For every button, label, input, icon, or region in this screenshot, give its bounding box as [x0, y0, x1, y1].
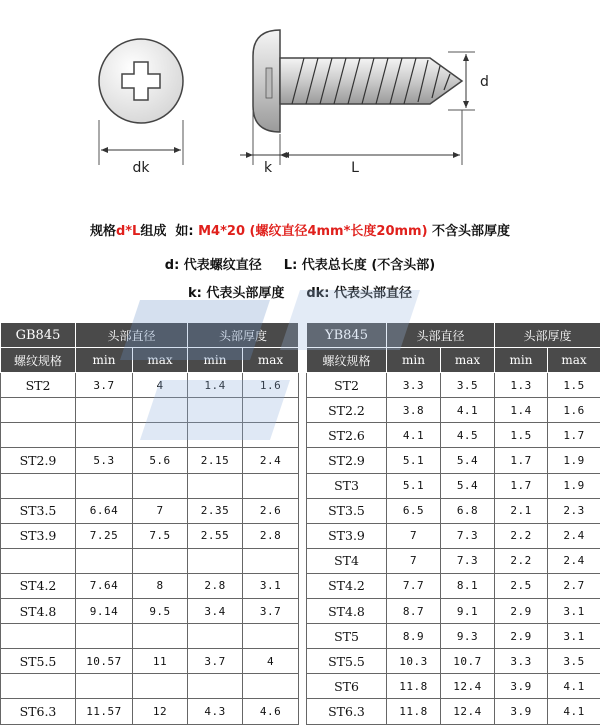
- table-row: [307, 548, 600, 573]
- table-row: [307, 398, 600, 423]
- table-row: [307, 373, 600, 398]
- value-cell: 2.4: [243, 448, 299, 473]
- table-row: [1, 674, 299, 699]
- value-cell: 5.3: [76, 448, 133, 473]
- value-cell: 9.3: [441, 624, 495, 649]
- value-cell: 8.9: [387, 624, 441, 649]
- table-row: [307, 599, 600, 624]
- screw-dimension-diagram: [0, 0, 600, 210]
- table-header-row: [307, 323, 600, 348]
- value-cell: [188, 624, 243, 649]
- value-cell: 3.1: [548, 599, 600, 624]
- yb845-spec-table: [306, 322, 600, 725]
- spec-prefix: 规格: [90, 224, 116, 239]
- value-cell: [188, 674, 243, 699]
- table-row: [1, 599, 299, 624]
- spec-column-header: 螺纹规格: [307, 348, 387, 373]
- value-cell: [243, 398, 299, 423]
- max-header: max: [548, 348, 600, 373]
- value-cell: 2.3: [548, 498, 600, 523]
- value-cell: 7.3: [441, 548, 495, 573]
- value-cell: 2.1: [495, 498, 548, 523]
- value-cell: 3.8: [387, 398, 441, 423]
- value-cell: 2.5: [495, 573, 548, 598]
- table-subheader-row: [1, 348, 299, 373]
- value-cell: 11.8: [387, 699, 441, 724]
- thread-spec-cell: ST4.8: [1, 599, 76, 624]
- table-row: [307, 523, 600, 548]
- value-cell: 2.55: [188, 523, 243, 548]
- value-cell: 2.7: [548, 573, 600, 598]
- table-row: [307, 624, 600, 649]
- value-cell: 9.1: [441, 599, 495, 624]
- value-cell: 3.5: [441, 373, 495, 398]
- thread-spec-cell: ST3.9: [307, 523, 387, 548]
- table-row: [307, 649, 600, 674]
- value-cell: 3.4: [188, 599, 243, 624]
- spec-column-header: 螺纹规格: [1, 348, 76, 373]
- value-cell: 10.3: [387, 649, 441, 674]
- value-cell: 9.5: [133, 599, 188, 624]
- value-cell: [133, 423, 188, 448]
- value-cell: 11: [133, 649, 188, 674]
- label-L: L: [351, 160, 359, 176]
- thread-spec-cell: [1, 624, 76, 649]
- thread-spec-cell: ST2.9: [307, 448, 387, 473]
- thread-spec-cell: [1, 423, 76, 448]
- spec-example: M4*20 (螺纹直径4mm*长度20mm): [198, 224, 427, 239]
- spec-suffix: 不含头部厚度: [428, 224, 511, 239]
- value-cell: [76, 398, 133, 423]
- value-cell: 3.1: [243, 573, 299, 598]
- thread-spec-cell: ST3: [307, 473, 387, 498]
- value-cell: 2.4: [548, 548, 600, 573]
- value-cell: 12.4: [441, 699, 495, 724]
- value-cell: 3.3: [495, 649, 548, 674]
- value-cell: 7: [387, 548, 441, 573]
- value-cell: 4.1: [387, 423, 441, 448]
- label-d: d: [480, 74, 489, 90]
- table-row: [1, 473, 299, 498]
- max-header: max: [133, 348, 188, 373]
- thread-spec-cell: [1, 473, 76, 498]
- screw-side-view: [240, 30, 475, 165]
- value-cell: 7.25: [76, 523, 133, 548]
- value-cell: 12: [133, 699, 188, 724]
- value-cell: 12.4: [441, 674, 495, 699]
- min-header: min: [387, 348, 441, 373]
- thread-spec-cell: [1, 548, 76, 573]
- head-thickness-header: 头部厚度: [495, 323, 600, 348]
- table-row: [1, 498, 299, 523]
- value-cell: [133, 473, 188, 498]
- value-cell: 1.5: [495, 423, 548, 448]
- legend-line-2: [0, 282, 600, 301]
- value-cell: 1.6: [548, 398, 600, 423]
- value-cell: 3.7: [188, 649, 243, 674]
- value-cell: 2.9: [495, 624, 548, 649]
- value-cell: 5.4: [441, 448, 495, 473]
- value-cell: [243, 548, 299, 573]
- head-diameter-header: 头部直径: [387, 323, 495, 348]
- value-cell: 7.5: [133, 523, 188, 548]
- value-cell: 1.5: [548, 373, 600, 398]
- table-row: [307, 473, 600, 498]
- value-cell: [76, 624, 133, 649]
- value-cell: 5.1: [387, 473, 441, 498]
- table-row: [307, 674, 600, 699]
- value-cell: 2.2: [495, 548, 548, 573]
- head-top-view: [99, 39, 183, 165]
- value-cell: [243, 624, 299, 649]
- value-cell: 3.9: [495, 699, 548, 724]
- value-cell: 3.1: [548, 624, 600, 649]
- spec-format-line: [0, 220, 600, 239]
- value-cell: 3.9: [495, 674, 548, 699]
- value-cell: 10.57: [76, 649, 133, 674]
- value-cell: 2.15: [188, 448, 243, 473]
- gb845-spec-table: [0, 322, 299, 725]
- thread-spec-cell: ST4: [307, 548, 387, 573]
- value-cell: 10.7: [441, 649, 495, 674]
- value-cell: 1.7: [548, 423, 600, 448]
- table-row: [307, 423, 600, 448]
- value-cell: [188, 473, 243, 498]
- thread-spec-cell: [1, 398, 76, 423]
- spec-formula: d*L: [116, 224, 140, 239]
- value-cell: 3.3: [387, 373, 441, 398]
- value-cell: 5.4: [441, 473, 495, 498]
- thread-spec-cell: ST6.3: [307, 699, 387, 724]
- thread-spec-cell: ST3.5: [307, 498, 387, 523]
- value-cell: [76, 548, 133, 573]
- table-row: [1, 624, 299, 649]
- value-cell: 8: [133, 573, 188, 598]
- value-cell: [243, 423, 299, 448]
- value-cell: 1.9: [548, 473, 600, 498]
- table-row: [307, 699, 600, 724]
- thread-spec-cell: ST4.2: [1, 573, 76, 598]
- value-cell: 2.9: [495, 599, 548, 624]
- table-row: [307, 573, 600, 598]
- value-cell: 1.9: [548, 448, 600, 473]
- value-cell: 3.7: [76, 373, 133, 398]
- value-cell: [133, 548, 188, 573]
- value-cell: 6.8: [441, 498, 495, 523]
- thread-spec-cell: ST4.8: [307, 599, 387, 624]
- value-cell: 1.4: [188, 373, 243, 398]
- value-cell: [243, 674, 299, 699]
- table-row: [1, 699, 299, 724]
- label-k: k: [264, 160, 273, 176]
- value-cell: 2.8: [243, 523, 299, 548]
- value-cell: 3.5: [548, 649, 600, 674]
- value-cell: 2.2: [495, 523, 548, 548]
- value-cell: 2.6: [243, 498, 299, 523]
- value-cell: 3.7: [243, 599, 299, 624]
- thread-spec-cell: [1, 674, 76, 699]
- thread-spec-cell: ST2.2: [307, 398, 387, 423]
- table-row: [1, 523, 299, 548]
- legend-line-1: [0, 254, 600, 273]
- value-cell: 6.5: [387, 498, 441, 523]
- thread-spec-cell: ST5.5: [1, 649, 76, 674]
- value-cell: 2.35: [188, 498, 243, 523]
- value-cell: 5.1: [387, 448, 441, 473]
- value-cell: 1.6: [243, 373, 299, 398]
- value-cell: 4.5: [441, 423, 495, 448]
- max-header: max: [441, 348, 495, 373]
- table-row: [1, 548, 299, 573]
- table-row: [307, 448, 600, 473]
- min-header: min: [76, 348, 133, 373]
- value-cell: 4.1: [548, 699, 600, 724]
- table-row: [307, 498, 600, 523]
- value-cell: [76, 473, 133, 498]
- legend-d: d: 代表螺纹直径: [165, 258, 262, 273]
- value-cell: [188, 548, 243, 573]
- value-cell: 1.7: [495, 473, 548, 498]
- value-cell: 8.1: [441, 573, 495, 598]
- thread-spec-cell: ST6: [307, 674, 387, 699]
- value-cell: 4.3: [188, 699, 243, 724]
- value-cell: 2.4: [548, 523, 600, 548]
- value-cell: 7.7: [387, 573, 441, 598]
- legend-L: L: 代表总长度 (不含头部): [284, 258, 435, 273]
- head-diameter-header: 头部直径: [76, 323, 188, 348]
- standard-name: GB845: [1, 323, 76, 348]
- min-header: min: [188, 348, 243, 373]
- value-cell: [76, 674, 133, 699]
- value-cell: [188, 423, 243, 448]
- value-cell: 8.7: [387, 599, 441, 624]
- value-cell: [188, 398, 243, 423]
- value-cell: 7: [133, 498, 188, 523]
- value-cell: [243, 473, 299, 498]
- value-cell: [76, 423, 133, 448]
- value-cell: 4: [243, 649, 299, 674]
- head-thickness-header: 头部厚度: [188, 323, 299, 348]
- value-cell: 2.8: [188, 573, 243, 598]
- thread-spec-cell: ST3.5: [1, 498, 76, 523]
- legend-dk: dk: 代表头部直径: [306, 286, 412, 301]
- value-cell: 7.64: [76, 573, 133, 598]
- value-cell: [133, 398, 188, 423]
- thread-spec-cell: ST3.9: [1, 523, 76, 548]
- label-dk: dk: [133, 160, 151, 176]
- value-cell: 1.3: [495, 373, 548, 398]
- max-header: max: [243, 348, 299, 373]
- thread-spec-cell: ST5: [307, 624, 387, 649]
- value-cell: 4.6: [243, 699, 299, 724]
- thread-spec-cell: ST2.6: [307, 423, 387, 448]
- thread-spec-cell: ST2.9: [1, 448, 76, 473]
- value-cell: 11.57: [76, 699, 133, 724]
- spec-mid: 组成 如:: [140, 224, 198, 239]
- value-cell: [133, 674, 188, 699]
- thread-spec-cell: ST5.5: [307, 649, 387, 674]
- table-header-row: [1, 323, 299, 348]
- value-cell: 6.64: [76, 498, 133, 523]
- value-cell: 4.1: [441, 398, 495, 423]
- value-cell: 7.3: [441, 523, 495, 548]
- value-cell: 11.8: [387, 674, 441, 699]
- value-cell: 9.14: [76, 599, 133, 624]
- thread-spec-cell: ST2: [307, 373, 387, 398]
- thread-spec-cell: ST4.2: [307, 573, 387, 598]
- min-header: min: [495, 348, 548, 373]
- table-row: [1, 373, 299, 398]
- table-subheader-row: [307, 348, 600, 373]
- value-cell: 5.6: [133, 448, 188, 473]
- table-row: [1, 573, 299, 598]
- value-cell: 4.1: [548, 674, 600, 699]
- standard-name: YB845: [307, 323, 387, 348]
- value-cell: 1.4: [495, 398, 548, 423]
- value-cell: [133, 624, 188, 649]
- table-row: [1, 423, 299, 448]
- legend-k: k: 代表头部厚度: [188, 286, 284, 301]
- value-cell: 4: [133, 373, 188, 398]
- thread-spec-cell: ST6.3: [1, 699, 76, 724]
- value-cell: 7: [387, 523, 441, 548]
- table-row: [1, 398, 299, 423]
- table-row: [1, 448, 299, 473]
- thread-spec-cell: ST2: [1, 373, 76, 398]
- value-cell: 1.7: [495, 448, 548, 473]
- table-row: [1, 649, 299, 674]
